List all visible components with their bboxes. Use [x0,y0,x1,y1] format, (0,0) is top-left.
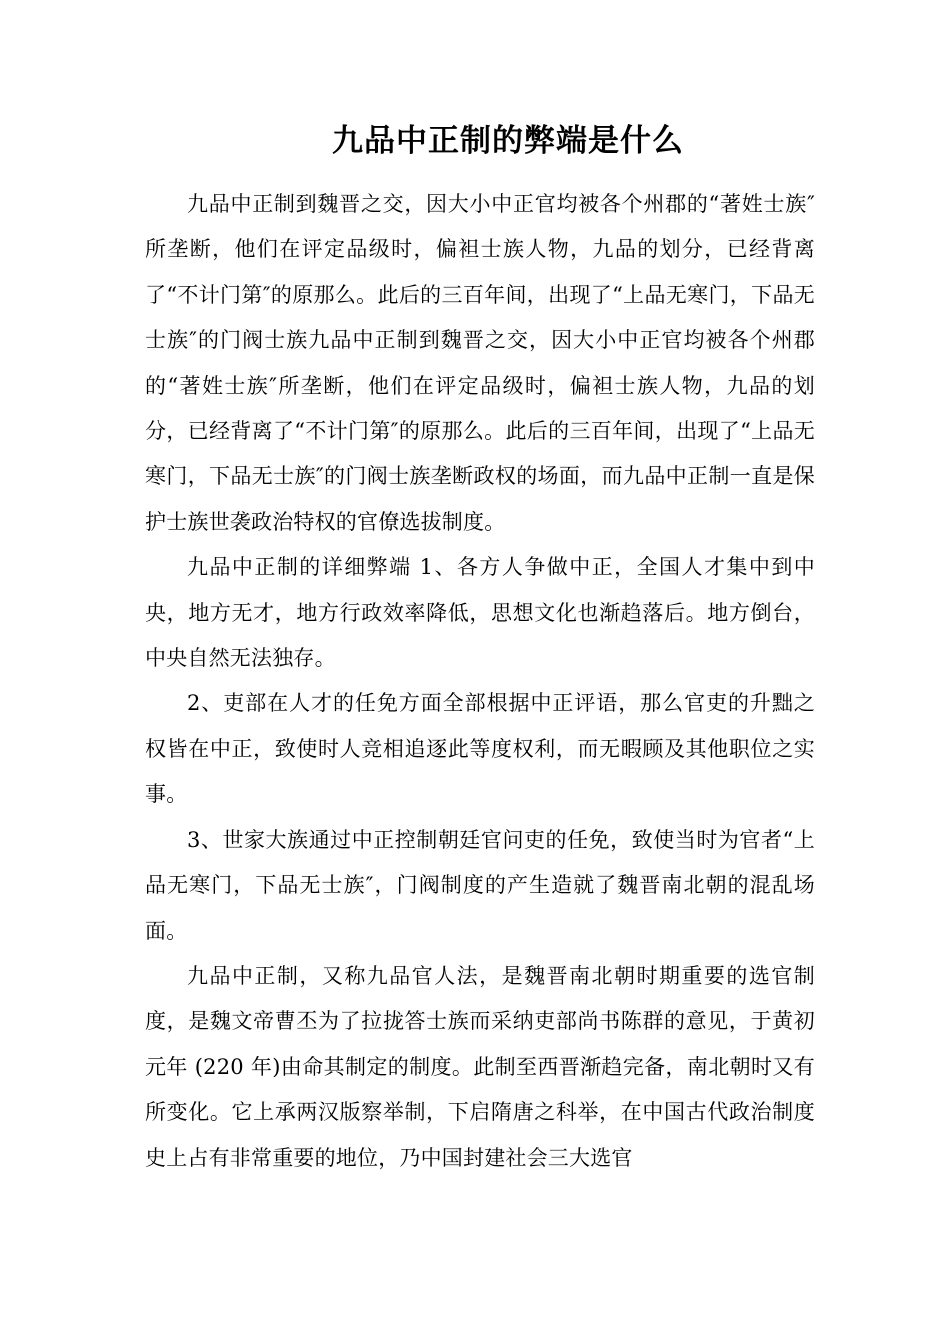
paragraph-1: 九品中正制到魏晋之交，因大小中正官均被各个州郡的“著姓士族″所垄断，他们在评定品级时，偏袒士族人物，九品的划分，已经背离了“不计门第″的原那么。此后的三百年间，出现了“上品无寒门，下品无士族″的门阀士族九品中正制到魏晋之交，因大小中正官均被各个州郡的“著姓士族″所垄断，他们在评定品级时，偏袒士族人物，九品的划分，已经背离了“不计门第″的原那么。此后的三百年间，出现了“上品无寒门，下品无士族″的门阀士族垄断政权的场面，而九品中正制一直是保护士族世袭政治特权的官僚选拔制度。 [145,192,815,534]
document-title: 九品中正制的弊端是什么 [332,123,684,159]
paragraph-5: 九品中正制，又称九品官人法，是魏晋南北朝时期重要的选官制度，是魏文帝曹丕为了拉拢答士族而采纳吏部尚书陈群的意见，于黄初元年 (220 年)由命其制定的制度。此制至西晋渐趋完备，南北朝时又有所变化。它上承两汉版察举制，下启隋唐之科举，在中国古代政治制度史上占有非常重要的地位，乃中国封建社会三大选官 [145,963,815,1170]
paragraph-2: 九品中正制的详细弊端 1、各方人争做中正，全国人才集中到中央，地方无才，地方行政效率降低，思想文化也渐趋落后。地方倒台，中央自然无法独存。 [145,555,815,671]
paragraph-4: 3、世家大族通过中正控制朝廷官问吏的任免，致使当时为官者“上品无寒门，下品无士族″，门阀制度的产生造就了魏晋南北朝的混乱场面。 [145,827,815,943]
paragraph-3: 2、吏部在人才的任免方面全部根据中正评语，那么官吏的升黜之权皆在中正，致使时人竞相追逐此等度权利，而无暇顾及其他职位之实事。 [145,691,815,807]
document-body [145,182,815,1181]
